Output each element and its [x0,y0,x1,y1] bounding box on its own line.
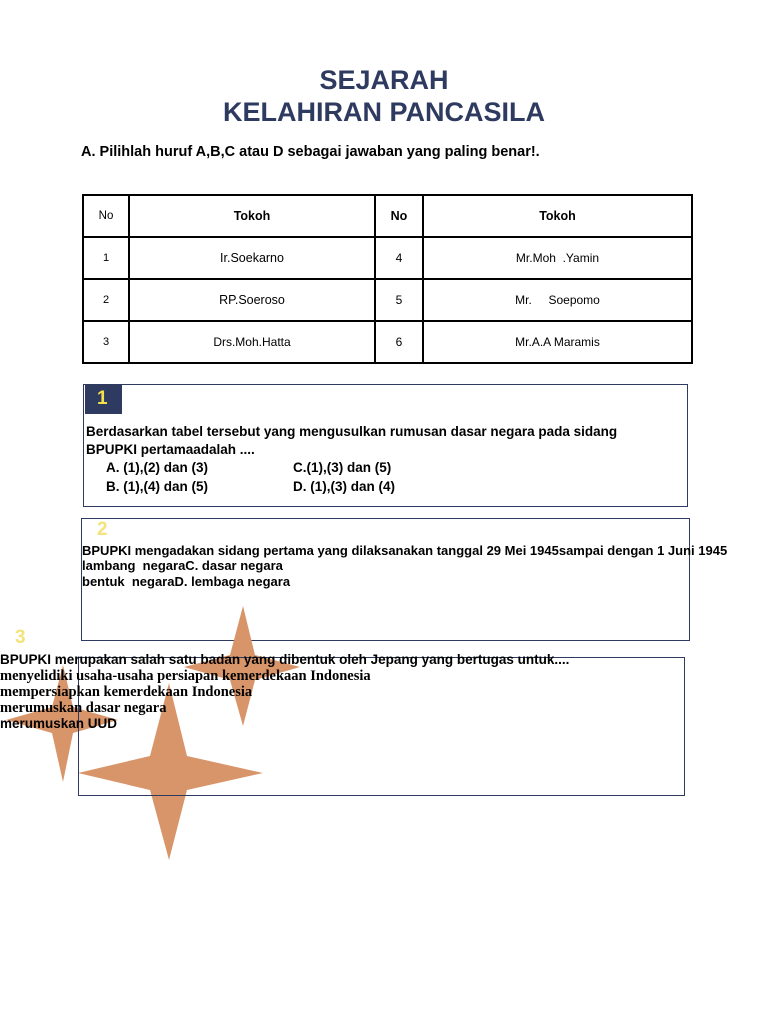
question-1-option-d: D. (1),(3) dan (4) [293,479,396,494]
header-tokoh-2: Tokoh [423,195,692,237]
table-cell-tokoh: Mr.A.A Maramis [423,321,692,363]
table-cell-no: 1 [83,237,129,279]
question-3-option-line2: mempersiapkan kemerdekaan Indonesia [0,684,253,700]
question-1-text-line1: Berdasarkan tabel tersebut yang mengusulkan rumusan dasar negara pada sidang [86,424,618,439]
header-tokoh-1: Tokoh [129,195,375,237]
question-2-number: 2 [97,519,108,540]
question-1-number: 1 [97,388,108,409]
question-2-text-line3: bentuk negaraD. lembaga negara [82,574,291,589]
table-cell-tokoh: Ir.Soekarno [129,237,375,279]
question-3-text-line1: BPUPKI merupakan salah satu badan yang dibentuk oleh Jepang yang bertugas untuk.... [0,652,570,667]
table-cell-tokoh: Drs.Moh.Hatta [129,321,375,363]
question-1-option-c: C.(1),(3) dan (5) [293,460,392,475]
page-title-line1: SEJARAH [319,65,449,95]
question-1-option-b: B. (1),(4) dan (5) [106,479,209,494]
question-3-option-line3: merumuskan dasar negara [0,700,167,716]
question-3-option-line4: merumuskan UUD [0,716,118,731]
table-cell-no: 5 [375,279,423,321]
instruction-text: A. Pilihlah huruf A,B,C atau D sebagai jawaban yang paling benar!. [81,144,540,160]
table-cell-tokoh: Mr.Moh .Yamin [423,237,692,279]
question-2-text-line2: lambang negaraC. dasar negara [82,558,283,573]
question-3-number: 3 [15,627,26,648]
header-no-1: No [83,195,129,237]
table-cell-tokoh: RP.Soeroso [129,279,375,321]
header-no-2: No [375,195,423,237]
table-cell-tokoh: Mr. Soepomo [423,279,692,321]
question-1-option-a: A. (1),(2) dan (3) [106,460,209,475]
question-1-text-line2: BPUPKI pertamaadalah .... [86,442,255,457]
table-cell-no: 3 [83,321,129,363]
table-cell-no: 2 [83,279,129,321]
table-cell-no: 4 [375,237,423,279]
question-2-text-line1: BPUPKI mengadakan sidang pertama yang dilaksanakan tanggal 29 Mei 1945sampai dengan 1 Juni 1945 [82,543,728,558]
table-cell-no: 6 [375,321,423,363]
page-title-line2: KELAHIRAN PANCASILA [223,97,545,127]
question-3-option-line1: menyelidiki usaha-usaha persiapan kemerdekaan Indonesia [0,668,371,684]
